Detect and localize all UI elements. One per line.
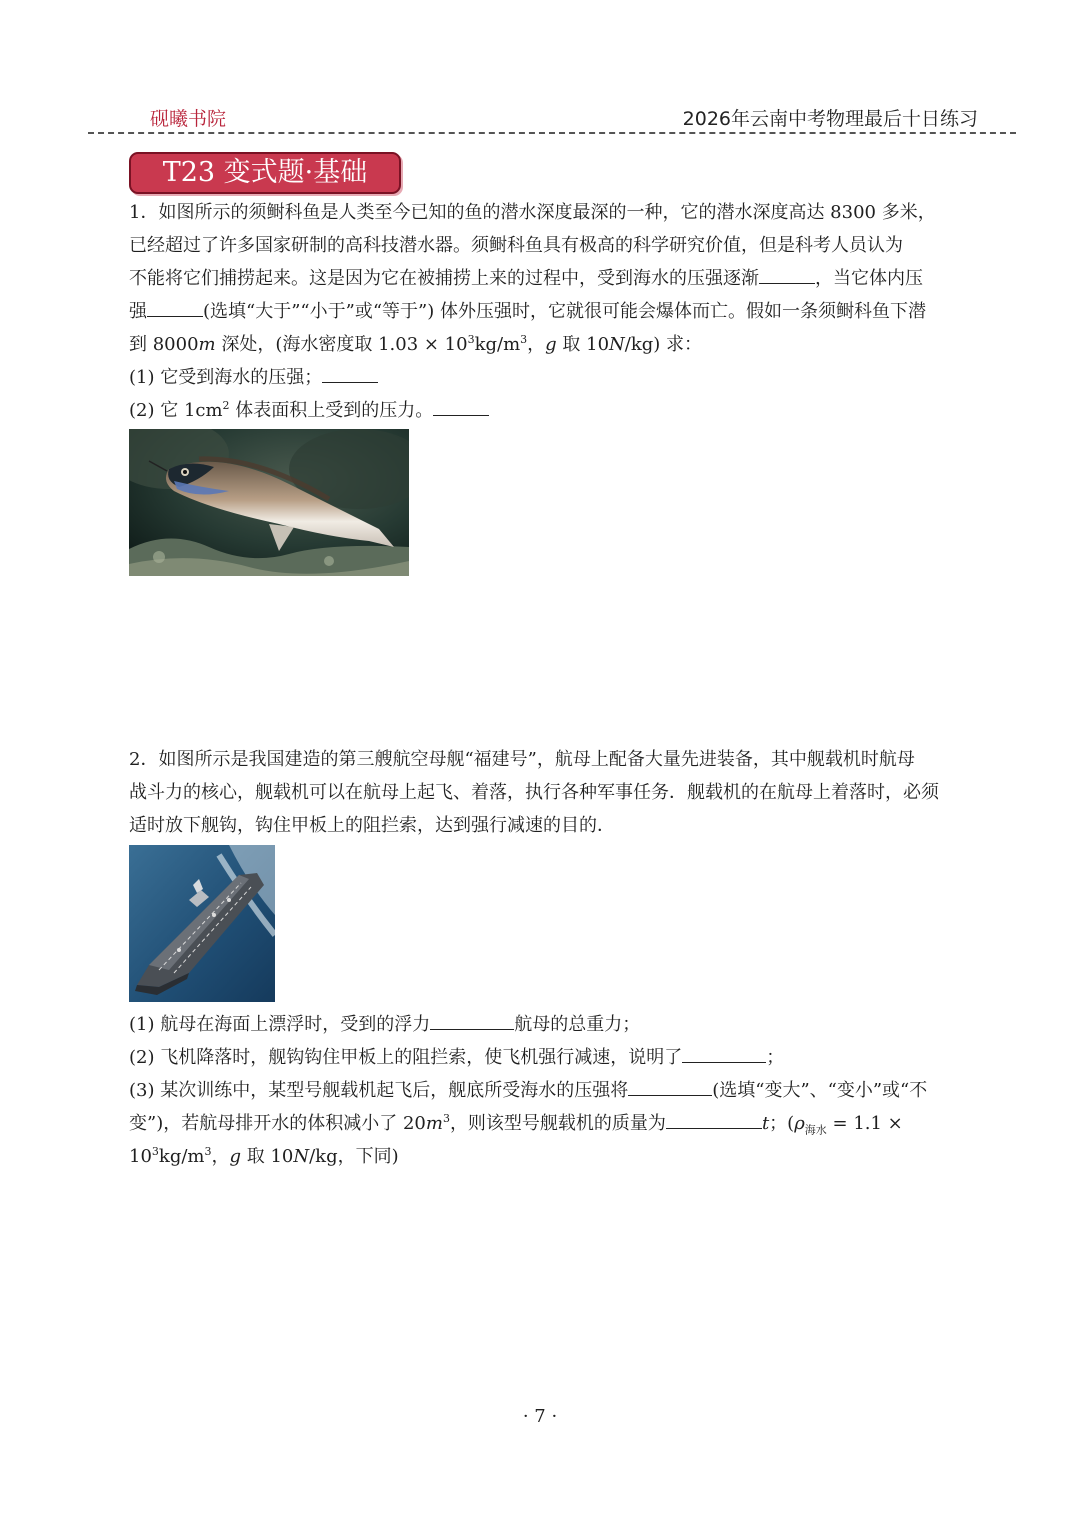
carrier-photo	[129, 845, 275, 1002]
q2-sub-2-b: ；	[766, 1047, 785, 1068]
q1-line-5	[129, 328, 955, 361]
q2-s5-a: 10	[129, 1146, 152, 1167]
q2-sub-1-b: 航母的总重力；	[514, 1014, 641, 1035]
q1-sub-1	[129, 361, 955, 394]
header-left: 砚曦书院	[150, 108, 227, 130]
q1-line-4-head: 强	[129, 301, 147, 322]
q1-sub-2-b: 体表面积上受到的压力。	[229, 400, 434, 421]
q1-l5-g: g	[545, 334, 557, 355]
q1-sub-2-sup: 2	[222, 399, 230, 412]
q2-s5-e: /kg，下同)	[309, 1146, 399, 1167]
q2-s4-t: t	[761, 1113, 770, 1134]
q1-line-3-tail: ，当它体内压	[815, 268, 923, 289]
q1-l5-d: ，	[527, 334, 546, 355]
q2-sub-5	[129, 1140, 955, 1173]
q2-s5-sup2: 3	[204, 1145, 212, 1158]
q1-l5-c: kg/m	[474, 334, 521, 355]
q2-s4-c: ；(	[769, 1113, 795, 1134]
q2-line-1: 2．如图所示是我国建造的第三艘航空母舰“福建号”，航母上配备大量先进装备，其中舰载机时航母	[129, 749, 915, 770]
q2-s5-b: kg/m	[158, 1146, 205, 1167]
q2-sub-2-a: (2) 飞机降落时，舰钩钩住甲板上的阻拦索，使飞机强行减速，说明了	[129, 1047, 683, 1068]
q1-line-3-text: 不能将它们捕捞起来。这是因为它在被捕捞上来的过程中，受到海水的压强逐渐	[129, 268, 759, 289]
q1-line-4	[129, 295, 955, 328]
q2-s4-a: 变”)，若航母排开水的体积减小了 20	[129, 1113, 426, 1134]
header-rule	[88, 132, 1016, 134]
fish-photo	[129, 429, 409, 576]
header-right: 2026年云南中考物理最后十日练习	[682, 108, 978, 130]
q2-line-3: 适时放下舰钩，钩住甲板上的阻拦索，达到强行减速的目的．	[129, 815, 615, 836]
answer-blank-1[interactable]	[759, 263, 815, 284]
q1-line-1: 1．如图所示的须鲥科鱼是人类至今已知的鱼的潜水深度最深的一种，它的潜水深度高达 8300 多米，	[129, 202, 936, 223]
q1-l5-e: 取 10	[556, 334, 610, 355]
q2-s4-sup: 3	[442, 1112, 450, 1125]
q2-s4-rho: ρ	[794, 1113, 805, 1134]
answer-blank-4[interactable]	[433, 395, 489, 416]
answer-blank-5[interactable]	[430, 1009, 514, 1030]
q1-line-3	[129, 262, 955, 295]
q2-s5-N: N	[293, 1146, 310, 1167]
q2-line-2: 战斗力的核心，舰载机可以在航母上起飞、着落，执行各种军事任务．舰载机的在航母上着落时，必须	[129, 782, 939, 803]
q1-l5-f: /kg) 求：	[624, 334, 703, 355]
answer-blank-7[interactable]	[628, 1075, 712, 1096]
q1-l5-a: 到 8000	[129, 334, 199, 355]
q2-sub-3-b: (选填“变大”、“变小”或“不	[712, 1080, 928, 1101]
q2-sub-1	[129, 1008, 955, 1041]
q2-s4-sub: 海水	[804, 1123, 827, 1137]
q2-s5-c: ，	[211, 1146, 230, 1167]
q2-sub-3-a: (3) 某次训练中，某型号舰载机起飞后，舰底所受海水的压强将	[129, 1080, 629, 1101]
q1-sub-1-text: (1) 它受到海水的压强；	[129, 367, 323, 388]
question-1	[129, 196, 955, 427]
answer-blank-6[interactable]	[682, 1042, 766, 1063]
q2-s5-g: g	[229, 1146, 241, 1167]
q1-l5-sup2: 3	[520, 333, 528, 346]
q2-sub-3	[129, 1074, 955, 1107]
q1-sub-2	[129, 394, 955, 427]
q2-s5-sup: 3	[151, 1145, 159, 1158]
question-2	[129, 743, 955, 842]
q1-l5-N: N	[609, 334, 625, 355]
q2-sub-4	[129, 1107, 955, 1140]
q2-s4-d: = 1.1 ×	[826, 1113, 903, 1134]
q1-sub-2-a: (2) 它 1cm	[129, 400, 223, 421]
page-number: · 7 ·	[522, 1406, 558, 1427]
q1-l5-b: 深处，(海水密度取 1.03 × 10	[215, 334, 468, 355]
answer-blank-8[interactable]	[666, 1108, 762, 1129]
answer-blank-2[interactable]	[147, 296, 203, 317]
q2-s5-d: 取 10	[241, 1146, 294, 1167]
q2-s4-m: m	[425, 1113, 443, 1134]
q1-l5-m: m	[198, 334, 216, 355]
q2-sub-2	[129, 1041, 955, 1074]
question-2-subparts	[129, 1008, 955, 1173]
q2-sub-1-a: (1) 航母在海面上漂浮时，受到的浮力	[129, 1014, 431, 1035]
q2-s4-b: ，则该型号舰载机的质量为	[449, 1113, 666, 1134]
q1-line-2: 已经超过了许多国家研制的高科技潜水器。须鲥科鱼具有极高的科学研究价值，但是科考人员认为	[129, 235, 903, 256]
answer-blank-3[interactable]	[322, 362, 378, 383]
q1-line-4-text: (选填“大于”“小于”或“等于”) 体外压强时，它就很可能会爆体而亡。假如一条须鲥科鱼下潜	[203, 301, 926, 322]
q1-l5-sup: 3	[467, 333, 475, 346]
section-badge: T23 变式题·基础	[129, 152, 401, 194]
